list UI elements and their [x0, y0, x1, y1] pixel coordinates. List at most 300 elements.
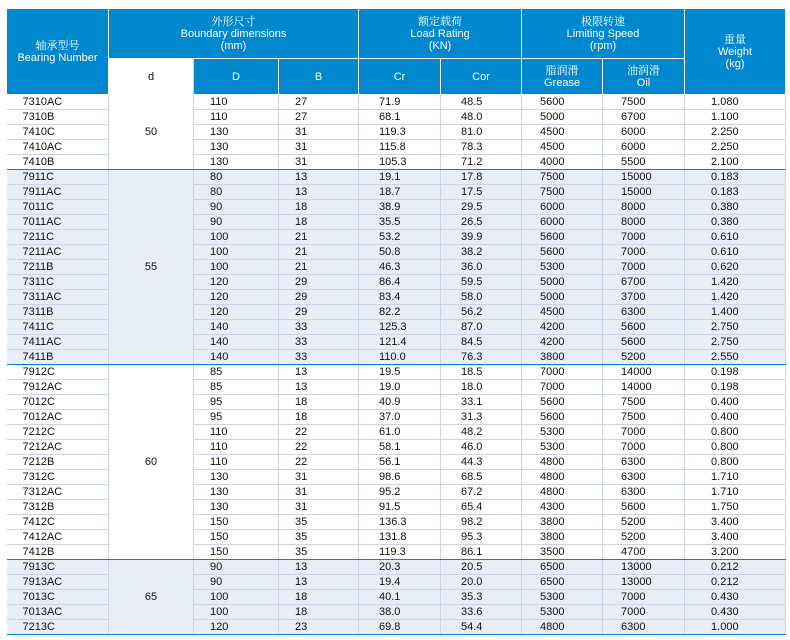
oil-speed-cell: 7000 [603, 260, 685, 275]
width-cell: 21 [279, 260, 359, 275]
bearing-number-cell: 7410C [7, 125, 109, 140]
width-cell: 31 [279, 155, 359, 170]
bearing-number-cell: 7412B [7, 545, 109, 560]
bearing-number-cell: 7312C [7, 470, 109, 485]
cr-cell: 68.1 [359, 110, 441, 125]
oil-speed-cell: 7000 [603, 425, 685, 440]
cor-cell: 18.0 [441, 380, 522, 395]
outer-diameter-cell: 120 [194, 275, 279, 290]
grease-speed-cell: 4500 [522, 305, 603, 320]
width-cell: 13 [279, 560, 359, 575]
width-cell: 13 [279, 575, 359, 590]
cor-cell: 81.0 [441, 125, 522, 140]
weight-cell: 0.212 [685, 560, 786, 575]
cor-cell: 86.1 [441, 545, 522, 560]
oil-speed-cell: 6000 [603, 125, 685, 140]
cr-cell: 40.1 [359, 590, 441, 605]
outer-diameter-cell: 90 [194, 560, 279, 575]
oil-speed-cell: 4700 [603, 545, 685, 560]
weight-cell: 0.800 [685, 455, 786, 470]
bearing-number-cell: 7312B [7, 500, 109, 515]
oil-speed-cell: 7000 [603, 245, 685, 260]
weight-cell: 0.380 [685, 200, 786, 215]
outer-diameter-cell: 120 [194, 620, 279, 635]
bearing-number-cell: 7913C [7, 560, 109, 575]
cr-cell: 38.9 [359, 200, 441, 215]
cor-cell: 58.0 [441, 290, 522, 305]
grease-speed-cell: 4200 [522, 320, 603, 335]
cr-cell: 95.2 [359, 485, 441, 500]
cor-cell: 17.8 [441, 170, 522, 185]
oil-speed-cell: 13000 [603, 575, 685, 590]
width-cell: 35 [279, 515, 359, 530]
outer-diameter-cell: 140 [194, 335, 279, 350]
weight-cell: 2.250 [685, 140, 786, 155]
cr-cell: 35.5 [359, 215, 441, 230]
width-cell: 23 [279, 620, 359, 635]
header-d: d [109, 59, 194, 95]
table-body [7, 95, 786, 635]
header-B: B [279, 59, 359, 95]
bearing-number-cell: 7213C [7, 620, 109, 635]
weight-cell: 2.100 [685, 155, 786, 170]
outer-diameter-cell: 100 [194, 230, 279, 245]
cr-cell: 69.8 [359, 620, 441, 635]
grease-speed-cell: 5300 [522, 260, 603, 275]
width-cell: 13 [279, 365, 359, 380]
width-cell: 21 [279, 230, 359, 245]
cor-cell: 46.0 [441, 440, 522, 455]
grease-speed-cell: 3800 [522, 350, 603, 365]
cr-cell: 18.7 [359, 185, 441, 200]
width-cell: 33 [279, 350, 359, 365]
cor-cell: 59.5 [441, 275, 522, 290]
outer-diameter-cell: 130 [194, 500, 279, 515]
grease-speed-cell: 5000 [522, 275, 603, 290]
oil-speed-cell: 6300 [603, 455, 685, 470]
cr-cell: 110.0 [359, 350, 441, 365]
cor-cell: 76.3 [441, 350, 522, 365]
bearing-number-cell: 7211B [7, 260, 109, 275]
cor-cell: 65.4 [441, 500, 522, 515]
bearing-number-cell: 7911AC [7, 185, 109, 200]
grease-speed-cell: 7000 [522, 365, 603, 380]
bearing-number-cell: 7410B [7, 155, 109, 170]
grease-speed-cell: 4500 [522, 125, 603, 140]
oil-speed-cell: 6300 [603, 485, 685, 500]
cor-cell: 67.2 [441, 485, 522, 500]
outer-diameter-cell: 150 [194, 530, 279, 545]
oil-speed-cell: 7500 [603, 410, 685, 425]
weight-cell: 1.400 [685, 305, 786, 320]
cor-cell: 20.0 [441, 575, 522, 590]
bearing-number-cell: 7411AC [7, 335, 109, 350]
cr-cell: 91.5 [359, 500, 441, 515]
grease-speed-cell: 4800 [522, 455, 603, 470]
bore-diameter-cell: 55 [109, 170, 194, 365]
cor-cell: 31.3 [441, 410, 522, 425]
cr-cell: 19.5 [359, 365, 441, 380]
cor-cell: 54.4 [441, 620, 522, 635]
bore-diameter-cell: 50 [109, 95, 194, 170]
width-cell: 18 [279, 215, 359, 230]
cr-cell: 98.6 [359, 470, 441, 485]
weight-cell: 0.400 [685, 395, 786, 410]
width-cell: 13 [279, 185, 359, 200]
cor-cell: 20.5 [441, 560, 522, 575]
oil-speed-cell: 8000 [603, 215, 685, 230]
header-weight: 重量 Weight (kg) [685, 9, 786, 95]
header-bearing-number: 轴承型号 Bearing Number [7, 9, 109, 95]
width-cell: 31 [279, 125, 359, 140]
cr-cell: 125.3 [359, 320, 441, 335]
outer-diameter-cell: 110 [194, 425, 279, 440]
width-cell: 13 [279, 380, 359, 395]
header-grease: 脂润滑 Grease [522, 59, 603, 95]
cor-cell: 87.0 [441, 320, 522, 335]
cor-cell: 18.5 [441, 365, 522, 380]
grease-speed-cell: 4800 [522, 485, 603, 500]
grease-speed-cell: 4800 [522, 620, 603, 635]
width-cell: 35 [279, 545, 359, 560]
weight-cell: 0.800 [685, 440, 786, 455]
oil-speed-cell: 6300 [603, 620, 685, 635]
width-cell: 27 [279, 95, 359, 110]
cor-cell: 48.2 [441, 425, 522, 440]
grease-speed-cell: 3800 [522, 515, 603, 530]
oil-speed-cell: 5600 [603, 335, 685, 350]
weight-cell: 1.420 [685, 275, 786, 290]
outer-diameter-cell: 140 [194, 350, 279, 365]
width-cell: 22 [279, 440, 359, 455]
cr-cell: 82.2 [359, 305, 441, 320]
bearing-number-cell: 7411B [7, 350, 109, 365]
oil-speed-cell: 7000 [603, 230, 685, 245]
weight-cell: 1.710 [685, 485, 786, 500]
cr-cell: 19.0 [359, 380, 441, 395]
outer-diameter-cell: 150 [194, 545, 279, 560]
width-cell: 33 [279, 320, 359, 335]
oil-speed-cell: 15000 [603, 185, 685, 200]
oil-speed-cell: 7500 [603, 95, 685, 110]
weight-cell: 0.380 [685, 215, 786, 230]
weight-cell: 0.430 [685, 605, 786, 620]
weight-cell: 0.610 [685, 230, 786, 245]
outer-diameter-cell: 130 [194, 140, 279, 155]
outer-diameter-cell: 95 [194, 410, 279, 425]
bearing-number-cell: 7211AC [7, 245, 109, 260]
cr-cell: 136.3 [359, 515, 441, 530]
cor-cell: 48.5 [441, 95, 522, 110]
outer-diameter-cell: 130 [194, 470, 279, 485]
bearing-number-cell: 7911C [7, 170, 109, 185]
grease-speed-cell: 4500 [522, 140, 603, 155]
table-row [7, 170, 786, 185]
width-cell: 18 [279, 590, 359, 605]
oil-speed-cell: 14000 [603, 365, 685, 380]
bearing-spec-table [6, 8, 786, 635]
oil-speed-cell: 3700 [603, 290, 685, 305]
width-cell: 27 [279, 110, 359, 125]
header-D: D [194, 59, 279, 95]
cor-cell: 33.6 [441, 605, 522, 620]
weight-cell: 2.750 [685, 335, 786, 350]
oil-speed-cell: 14000 [603, 380, 685, 395]
grease-speed-cell: 3800 [522, 530, 603, 545]
outer-diameter-cell: 100 [194, 260, 279, 275]
oil-speed-cell: 7000 [603, 605, 685, 620]
oil-speed-cell: 7500 [603, 395, 685, 410]
weight-cell: 1.100 [685, 110, 786, 125]
table-row [7, 365, 786, 380]
oil-speed-cell: 15000 [603, 170, 685, 185]
oil-speed-cell: 6700 [603, 110, 685, 125]
weight-cell: 1.420 [685, 290, 786, 305]
width-cell: 31 [279, 485, 359, 500]
grease-speed-cell: 5300 [522, 425, 603, 440]
weight-cell: 0.400 [685, 410, 786, 425]
bearing-number-cell: 7912C [7, 365, 109, 380]
cr-cell: 131.8 [359, 530, 441, 545]
header-load-rating: 额定载荷 Load Rating (KN) [359, 9, 522, 59]
cr-cell: 56.1 [359, 455, 441, 470]
weight-cell: 0.800 [685, 425, 786, 440]
header-cr: Cr [359, 59, 441, 95]
weight-cell: 1.000 [685, 620, 786, 635]
grease-speed-cell: 5000 [522, 110, 603, 125]
oil-speed-cell: 6300 [603, 305, 685, 320]
weight-cell: 0.212 [685, 575, 786, 590]
bore-diameter-cell: 60 [109, 365, 194, 560]
bearing-number-cell: 7412C [7, 515, 109, 530]
table-row [7, 95, 786, 110]
oil-speed-cell: 5600 [603, 320, 685, 335]
outer-diameter-cell: 90 [194, 200, 279, 215]
weight-cell: 1.750 [685, 500, 786, 515]
cor-cell: 84.5 [441, 335, 522, 350]
oil-speed-cell: 7000 [603, 440, 685, 455]
oil-speed-cell: 6700 [603, 275, 685, 290]
width-cell: 18 [279, 605, 359, 620]
oil-speed-cell: 5600 [603, 500, 685, 515]
outer-diameter-cell: 85 [194, 365, 279, 380]
oil-speed-cell: 6300 [603, 470, 685, 485]
outer-diameter-cell: 80 [194, 170, 279, 185]
grease-speed-cell: 4200 [522, 335, 603, 350]
cr-cell: 50.8 [359, 245, 441, 260]
width-cell: 29 [279, 275, 359, 290]
outer-diameter-cell: 90 [194, 215, 279, 230]
grease-speed-cell: 4300 [522, 500, 603, 515]
width-cell: 13 [279, 170, 359, 185]
outer-diameter-cell: 100 [194, 245, 279, 260]
outer-diameter-cell: 140 [194, 320, 279, 335]
weight-cell: 2.750 [685, 320, 786, 335]
bearing-number-cell: 7311AC [7, 290, 109, 305]
width-cell: 31 [279, 470, 359, 485]
cor-cell: 68.5 [441, 470, 522, 485]
weight-cell: 0.620 [685, 260, 786, 275]
cr-cell: 83.4 [359, 290, 441, 305]
outer-diameter-cell: 85 [194, 380, 279, 395]
grease-speed-cell: 5600 [522, 410, 603, 425]
grease-speed-cell: 7000 [522, 380, 603, 395]
cr-cell: 19.4 [359, 575, 441, 590]
weight-cell: 0.183 [685, 185, 786, 200]
cor-cell: 71.2 [441, 155, 522, 170]
outer-diameter-cell: 95 [194, 395, 279, 410]
bearing-number-cell: 7410AC [7, 140, 109, 155]
weight-cell: 0.198 [685, 365, 786, 380]
cr-cell: 19.1 [359, 170, 441, 185]
grease-speed-cell: 5000 [522, 290, 603, 305]
cor-cell: 98.2 [441, 515, 522, 530]
weight-cell: 1.710 [685, 470, 786, 485]
width-cell: 31 [279, 500, 359, 515]
cr-cell: 121.4 [359, 335, 441, 350]
weight-cell: 2.550 [685, 350, 786, 365]
grease-speed-cell: 6000 [522, 200, 603, 215]
cor-cell: 56.2 [441, 305, 522, 320]
oil-speed-cell: 7000 [603, 590, 685, 605]
outer-diameter-cell: 100 [194, 590, 279, 605]
oil-speed-cell: 5500 [603, 155, 685, 170]
table-row [7, 560, 786, 575]
cr-cell: 105.3 [359, 155, 441, 170]
grease-speed-cell: 5300 [522, 590, 603, 605]
bearing-number-cell: 7412AC [7, 530, 109, 545]
bearing-number-cell: 7013AC [7, 605, 109, 620]
weight-cell: 0.183 [685, 170, 786, 185]
cr-cell: 53.2 [359, 230, 441, 245]
oil-speed-cell: 6000 [603, 140, 685, 155]
oil-speed-cell: 8000 [603, 200, 685, 215]
bearing-number-cell: 7411C [7, 320, 109, 335]
cr-cell: 119.3 [359, 545, 441, 560]
cr-cell: 115.8 [359, 140, 441, 155]
weight-cell: 3.400 [685, 515, 786, 530]
width-cell: 18 [279, 200, 359, 215]
grease-speed-cell: 5600 [522, 230, 603, 245]
oil-speed-cell: 13000 [603, 560, 685, 575]
weight-cell: 1.080 [685, 95, 786, 110]
outer-diameter-cell: 100 [194, 605, 279, 620]
cr-cell: 40.9 [359, 395, 441, 410]
cor-cell: 95.3 [441, 530, 522, 545]
cor-cell: 36.0 [441, 260, 522, 275]
grease-speed-cell: 6500 [522, 575, 603, 590]
cor-cell: 26.5 [441, 215, 522, 230]
bearing-number-cell: 7011C [7, 200, 109, 215]
grease-speed-cell: 5300 [522, 605, 603, 620]
grease-speed-cell: 6000 [522, 215, 603, 230]
cr-cell: 58.1 [359, 440, 441, 455]
bearing-number-cell: 7310AC [7, 95, 109, 110]
cor-cell: 38.2 [441, 245, 522, 260]
outer-diameter-cell: 120 [194, 290, 279, 305]
cor-cell: 44.3 [441, 455, 522, 470]
bearing-number-cell: 7011AC [7, 215, 109, 230]
cor-cell: 17.5 [441, 185, 522, 200]
width-cell: 29 [279, 290, 359, 305]
bearing-table-wrapper [6, 8, 785, 635]
cr-cell: 61.0 [359, 425, 441, 440]
bearing-number-cell: 7012AC [7, 410, 109, 425]
oil-speed-cell: 5200 [603, 530, 685, 545]
outer-diameter-cell: 130 [194, 155, 279, 170]
width-cell: 22 [279, 425, 359, 440]
header-boundary-dimensions: 外形尺寸 Boundary dimensions (mm) [109, 9, 359, 59]
grease-speed-cell: 7500 [522, 170, 603, 185]
width-cell: 35 [279, 530, 359, 545]
oil-speed-cell: 5200 [603, 515, 685, 530]
grease-speed-cell: 5600 [522, 95, 603, 110]
bearing-number-cell: 7212AC [7, 440, 109, 455]
bearing-number-cell: 7912AC [7, 380, 109, 395]
outer-diameter-cell: 90 [194, 575, 279, 590]
cor-cell: 39.9 [441, 230, 522, 245]
bearing-number-cell: 7311C [7, 275, 109, 290]
outer-diameter-cell: 110 [194, 110, 279, 125]
grease-speed-cell: 5600 [522, 245, 603, 260]
width-cell: 22 [279, 455, 359, 470]
grease-speed-cell: 3500 [522, 545, 603, 560]
grease-speed-cell: 7500 [522, 185, 603, 200]
bearing-number-cell: 7212C [7, 425, 109, 440]
grease-speed-cell: 4800 [522, 470, 603, 485]
bearing-number-cell: 7310B [7, 110, 109, 125]
bearing-number-cell: 7212B [7, 455, 109, 470]
header-limiting-speed: 极限转速 Limiting Speed (rpm) [522, 9, 685, 59]
grease-speed-cell: 6500 [522, 560, 603, 575]
oil-speed-cell: 5200 [603, 350, 685, 365]
grease-speed-cell: 4000 [522, 155, 603, 170]
grease-speed-cell: 5300 [522, 440, 603, 455]
outer-diameter-cell: 120 [194, 305, 279, 320]
outer-diameter-cell: 110 [194, 95, 279, 110]
width-cell: 18 [279, 410, 359, 425]
cor-cell: 35.3 [441, 590, 522, 605]
grease-speed-cell: 5600 [522, 395, 603, 410]
outer-diameter-cell: 80 [194, 185, 279, 200]
header-oil: 油润滑 Oil [603, 59, 685, 95]
bore-diameter-cell: 65 [109, 560, 194, 635]
cor-cell: 29.5 [441, 200, 522, 215]
cr-cell: 46.3 [359, 260, 441, 275]
outer-diameter-cell: 150 [194, 515, 279, 530]
bearing-number-cell: 7311B [7, 305, 109, 320]
bearing-number-cell: 7013C [7, 590, 109, 605]
width-cell: 21 [279, 245, 359, 260]
header-cor: Cor [441, 59, 522, 95]
weight-cell: 0.430 [685, 590, 786, 605]
cor-cell: 78.3 [441, 140, 522, 155]
bearing-number-cell: 7211C [7, 230, 109, 245]
weight-cell: 3.400 [685, 530, 786, 545]
outer-diameter-cell: 110 [194, 440, 279, 455]
cr-cell: 86.4 [359, 275, 441, 290]
bearing-number-cell: 7012C [7, 395, 109, 410]
width-cell: 18 [279, 395, 359, 410]
width-cell: 29 [279, 305, 359, 320]
cr-cell: 71.9 [359, 95, 441, 110]
weight-cell: 3.200 [685, 545, 786, 560]
cor-cell: 33.1 [441, 395, 522, 410]
cr-cell: 38.0 [359, 605, 441, 620]
cor-cell: 48.0 [441, 110, 522, 125]
weight-cell: 0.610 [685, 245, 786, 260]
width-cell: 33 [279, 335, 359, 350]
